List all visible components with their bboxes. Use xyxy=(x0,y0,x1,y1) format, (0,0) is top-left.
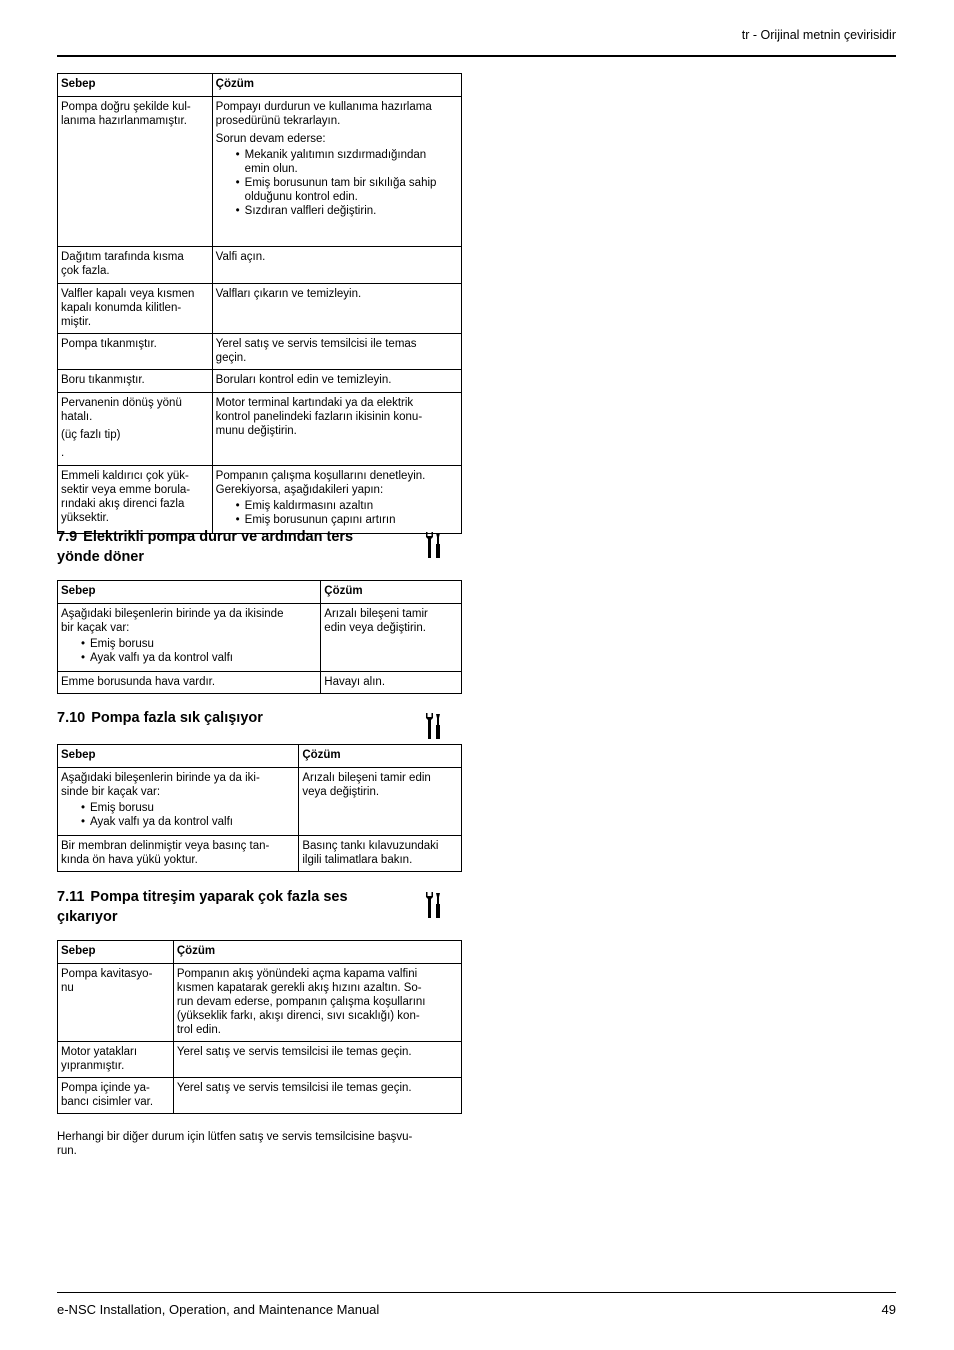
list-item: • Emiş borusunun çapını artırın xyxy=(216,513,458,527)
column-header-solution: Çözüm xyxy=(299,745,462,768)
column-header-cause: Sebep xyxy=(58,74,213,97)
cause-cell: Valfler kapalı veya kısmen kapalı konumda kilitlen- miştir. xyxy=(58,284,213,334)
troubleshooting-table-4 xyxy=(57,940,462,1114)
table-row xyxy=(58,334,462,370)
solution-cell: Pompanın akış yönündeki açma kapama valfini kısmen kapatarak gerekli akış hızını azaltın. So- run devam ederse, pompanın çalışma koşullarını (yükseklik farkı, akışı direnci, sıvı sıcaklığı) kon- trol edin. xyxy=(173,964,461,1042)
solution-cell: Yerel satış ve servis temsilcisi ile temas geçin. xyxy=(173,1042,461,1078)
section-heading-7-9: 7.9 Elektrikli pompa durur ve ardından ters yönde döner xyxy=(57,529,354,565)
column-header-solution: Çözüm xyxy=(212,74,461,97)
list-item: • Emiş borusu xyxy=(61,801,295,815)
tools-icon xyxy=(424,531,442,559)
table-row xyxy=(58,247,462,284)
column-header-solution: Çözüm xyxy=(321,581,462,604)
page-number: 49 xyxy=(881,1302,896,1317)
table-header-row xyxy=(58,745,462,768)
solution-cell: Valfları çıkarın ve temizleyin. xyxy=(212,284,461,334)
troubleshooting-table-1 xyxy=(57,73,462,534)
tools-icon xyxy=(424,891,442,919)
column-header-cause: Sebep xyxy=(58,745,299,768)
tools-icon xyxy=(424,712,442,740)
solution-cell: Boruları kontrol edin ve temizleyin. xyxy=(212,370,461,393)
header-rule xyxy=(57,55,896,57)
table-row xyxy=(58,466,462,534)
solution-cell: Havayı alın. xyxy=(321,672,462,694)
solution-cell: Yerel satış ve servis temsilcisi ile temas geçin. xyxy=(173,1078,461,1114)
table-row xyxy=(58,604,462,672)
list-item: • Emiş kaldırmasını azaltın xyxy=(216,499,458,513)
cause-cell: Pompa tıkanmıştır. xyxy=(58,334,213,370)
bullet-list xyxy=(61,637,317,665)
troubleshooting-table-2 xyxy=(57,580,462,694)
troubleshooting-table-3 xyxy=(57,744,462,872)
cause-cell: Aşağıdaki bileşenlerin birinde ya da ikisinde bir kaçak var: • Emiş borusu • Ayak valfı ya da kontrol valfı xyxy=(58,604,321,672)
list-item: • Mekanik yalıtımın sızdırmadığından emin olun. xyxy=(216,148,458,176)
table-header-row xyxy=(58,941,462,964)
cause-cell: Pompa içinde ya- bancı cisimler var. xyxy=(58,1078,174,1114)
list-item: • Emiş borusu xyxy=(61,637,317,651)
solution-cell: Motor terminal kartındaki ya da elektrik kontrol panelindeki fazların ikisinin konu- munu değiştirin. xyxy=(212,393,461,466)
cause-cell: Bir membran delinmiştir veya basınç tan- kında ön hava yükü yoktur. xyxy=(58,836,299,872)
column-header-cause: Sebep xyxy=(58,581,321,604)
solution-cell: Basınç tankı kılavuzundaki ilgili talimatlara bakın. xyxy=(299,836,462,872)
solution-cell: Pompanın çalışma koşullarını denetleyin. Gerekiyorsa, aşağıdakileri yapın: • Emiş kaldırmasını azaltın • Emiş borusunun çapını artırın xyxy=(212,466,461,534)
cause-cell: Pompa doğru şekilde kul- lanıma hazırlanmamıştır. xyxy=(58,97,213,247)
table-row xyxy=(58,1078,462,1114)
table-row xyxy=(58,284,462,334)
table-row xyxy=(58,672,462,694)
table-row xyxy=(58,1042,462,1078)
section-heading-7-10: 7.10 Pompa fazla sık çalışıyor xyxy=(57,710,263,726)
footer-rule xyxy=(57,1292,896,1293)
table-header-row xyxy=(58,581,462,604)
bullet-list xyxy=(216,499,458,527)
cause-cell: Emmeli kaldırıcı çok yük- sektir veya emme borula- rındaki akış direnci fazla yüksektir. xyxy=(58,466,213,534)
table-row xyxy=(58,97,462,247)
solution-cell: Yerel satış ve servis temsilcisi ile temas geçin. xyxy=(212,334,461,370)
list-item: • Ayak valfı ya da kontrol valfı xyxy=(61,815,295,829)
bullet-list xyxy=(216,148,458,218)
list-item: • Emiş borusunun tam bir sıkılığa sahip olduğunu kontrol edin. xyxy=(216,176,458,204)
solution-cell: Arızalı bileşeni tamir edin veya değiştirin. xyxy=(299,768,462,836)
solution-cell: Valfi açın. xyxy=(212,247,461,284)
column-header-cause: Sebep xyxy=(58,941,174,964)
list-item: • Ayak valfı ya da kontrol valfı xyxy=(61,651,317,665)
list-item: • Sızdıran valfleri değiştirin. xyxy=(216,204,458,218)
table-row xyxy=(58,393,462,466)
column-header-solution: Çözüm xyxy=(173,941,461,964)
footer-manual-title: e-NSC Installation, Operation, and Maintenance Manual xyxy=(57,1302,380,1317)
table-row xyxy=(58,768,462,836)
cause-cell: Dağıtım tarafında kısma çok fazla. xyxy=(58,247,213,284)
solution-cell: Pompayı durdurun ve kullanıma hazırlama prosedürünü tekrarlayın. Sorun devam ederse: • Mekanik yalıtımın sızdırmadığından emin olun. • Emiş borusunun tam bir sıkılığa sahip olduğunu kontrol edin. • Sızdıran valfleri değiştirin. xyxy=(212,97,461,247)
cause-cell: Motor yatakları yıpranmıştır. xyxy=(58,1042,174,1078)
bullet-list xyxy=(61,801,295,829)
cause-cell: Pompa kavitasyo- nu xyxy=(58,964,174,1042)
cause-cell: Boru tıkanmıştır. xyxy=(58,370,213,393)
table-row xyxy=(58,964,462,1042)
table-header-row xyxy=(58,74,462,97)
table-row xyxy=(58,370,462,393)
page-header-text: tr - Orijinal metnin çevirisidir xyxy=(741,28,896,42)
cause-cell: Emme borusunda hava vardır. xyxy=(58,672,321,694)
section-heading-7-11: 7.11 Pompa titreşim yaparak çok fazla ses çıkarıyor xyxy=(57,889,348,925)
cause-cell: Pervanenin dönüş yönü hatalı. (üç fazlı tip) . xyxy=(58,393,213,466)
table-row xyxy=(58,836,462,872)
closing-note: Herhangi bir diğer durum için lütfen satış ve servis temsilcisine başvu- run. xyxy=(57,1131,413,1157)
solution-cell: Arızalı bileşeni tamir edin veya değiştirin. xyxy=(321,604,462,672)
cause-cell: Aşağıdaki bileşenlerin birinde ya da iki- sinde bir kaçak var: • Emiş borusu • Ayak valfı ya da kontrol valfı xyxy=(58,768,299,836)
